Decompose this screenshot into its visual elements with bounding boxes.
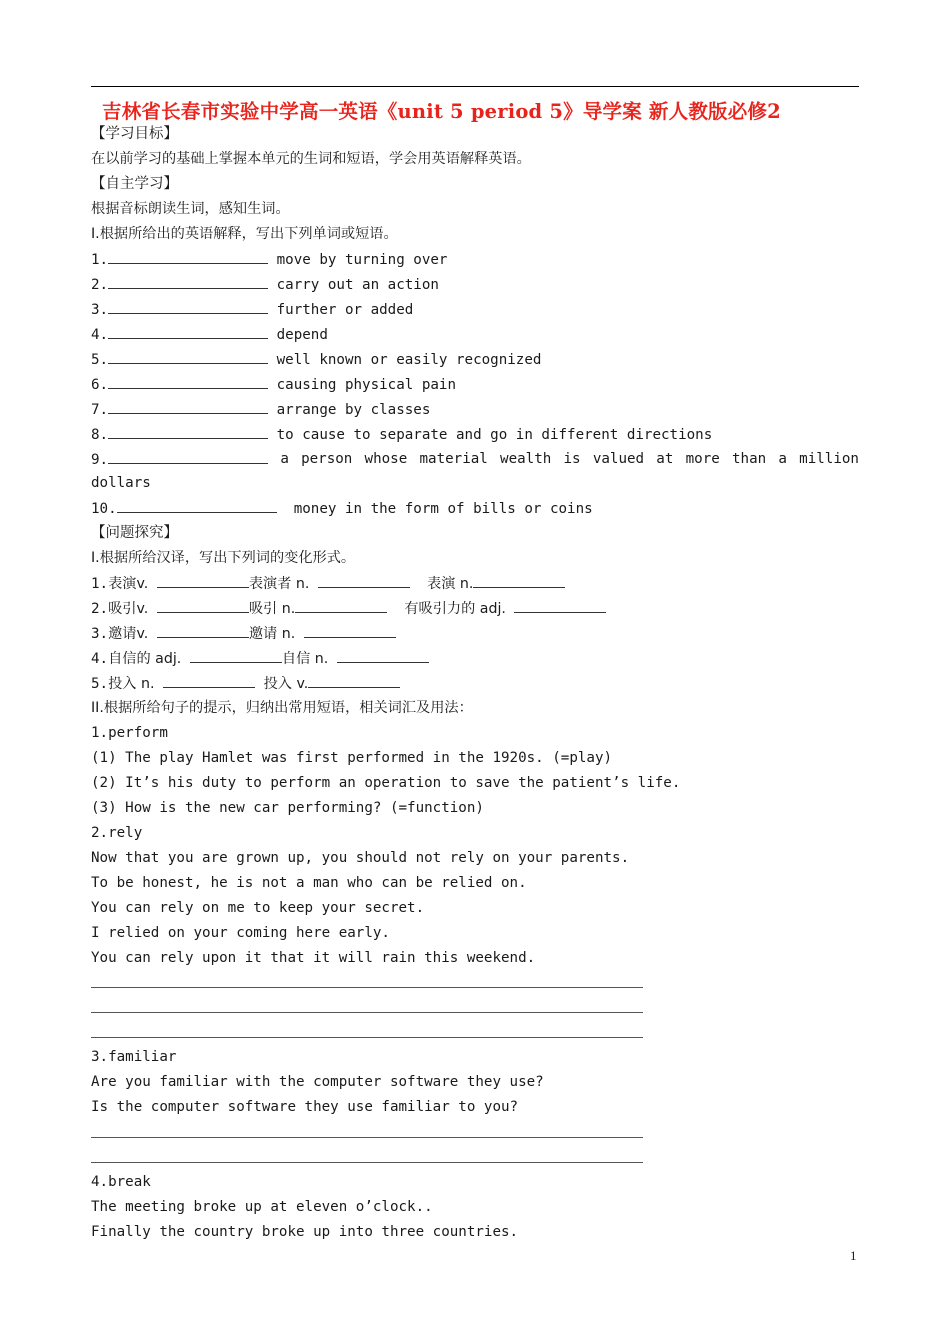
answer-blank[interactable] (108, 324, 268, 339)
example-sentence: The meeting broke up at eleven o’clock.. (91, 1199, 433, 1215)
top-rule (91, 86, 859, 87)
answer-blank[interactable] (514, 598, 606, 613)
answer-blank[interactable] (304, 623, 396, 638)
answer-blank[interactable] (108, 249, 268, 264)
item-9-word: a (280, 451, 289, 467)
form-row: 3.邀请v. 邀请 n. (91, 623, 396, 644)
list-item: 8. to cause to separate and go in different directions (91, 424, 712, 445)
list-item: 1. move by turning over (91, 249, 447, 270)
answer-blank[interactable] (308, 673, 400, 688)
example-sentence: You can rely on me to keep your secret. (91, 900, 425, 916)
writing-line[interactable] (91, 1012, 643, 1013)
answer-blank[interactable] (108, 399, 268, 414)
item-9-word: a (778, 451, 787, 467)
item-9-word: material (419, 451, 488, 467)
goal-text: 在以前学习的基础上掌握本单元的生词和短语，学会用英语解释英语。 (91, 151, 531, 167)
writing-line[interactable] (91, 1162, 643, 1163)
answer-blank[interactable] (473, 573, 565, 588)
answer-blank[interactable] (163, 673, 255, 688)
answer-blank[interactable] (108, 274, 268, 289)
item-9-continuation: dollars (91, 475, 151, 491)
page-title: 吉林省长春市实验中学高一英语《unit 5 period 5》导学案 新人教版必修2 (102, 100, 781, 123)
list-item: 6. causing physical pain (91, 374, 456, 395)
item-9-word: valued (592, 451, 645, 467)
goal-heading: 【学习目标】 (91, 126, 178, 142)
item-9-word: than (732, 451, 767, 467)
answer-blank[interactable] (157, 598, 249, 613)
self-study-heading: 【自主学习】 (91, 176, 178, 192)
answer-blank[interactable] (108, 374, 268, 389)
example-sentence: Now that you are grown up, you should not rely on your parents. (91, 850, 630, 866)
self-study-text: 根据音标朗读生词，感知生词。 (91, 201, 290, 217)
answer-blank[interactable] (117, 498, 277, 513)
answer-blank[interactable] (295, 598, 387, 613)
writing-line[interactable] (91, 1037, 643, 1038)
writing-line[interactable] (91, 987, 643, 988)
answer-blank[interactable] (337, 648, 429, 663)
item-9-word: whose (364, 451, 408, 467)
form-row: 4.自信的 adj. 自信 n. (91, 648, 429, 669)
form-row: 1.表演v. 表演者 n. 表演 n. (91, 573, 565, 594)
example-sentence: Is the computer software they use familiar to you? (91, 1099, 519, 1115)
list-item: 5. well known or easily recognized (91, 349, 541, 370)
word-heading-familiar: 3.familiar (91, 1049, 177, 1065)
word-heading-rely: 2.rely (91, 825, 143, 841)
item-9-lead: 9. (91, 449, 268, 470)
answer-blank[interactable] (108, 349, 268, 364)
answer-blank[interactable] (108, 449, 268, 464)
explore-part2-instruction: II.根据所给句子的提示，归纳出常用短语，相关词汇及用法： (91, 700, 473, 716)
example-sentence: (2) It’s his duty to perform an operation to save the patient’s life. (91, 775, 681, 791)
explore-part1-instruction: I.根据所给汉译，写出下列词的变化形式。 (91, 550, 356, 566)
example-sentence: (1) The play Hamlet was first performed in the 1920s. (=play) (91, 750, 613, 766)
answer-blank[interactable] (157, 573, 249, 588)
writing-line[interactable] (91, 1137, 643, 1138)
item-9-word: is (563, 451, 581, 467)
item-9-word: person (301, 451, 353, 467)
list-item: 10. money in the form of bills or coins (91, 498, 593, 519)
answer-blank[interactable] (108, 299, 268, 314)
answer-blank[interactable] (157, 623, 249, 638)
example-sentence: To be honest, he is not a man who can be relied on. (91, 875, 527, 891)
example-sentence: Are you familiar with the computer software they use? (91, 1074, 544, 1090)
answer-blank[interactable] (190, 648, 282, 663)
item-9-word: million (799, 451, 859, 467)
list-item: 3. further or added (91, 299, 413, 320)
item-9-word: more (685, 451, 720, 467)
example-sentence: Finally the country broke up into three countries. (91, 1224, 519, 1240)
item-9-word: at (656, 451, 674, 467)
example-sentence: You can rely upon it that it will rain this weekend. (91, 950, 536, 966)
example-sentence: I relied on your coming here early. (91, 925, 390, 941)
list-item: 7. arrange by classes (91, 399, 430, 420)
word-heading-perform: 1.perform (91, 725, 168, 741)
explore-heading: 【问题探究】 (91, 525, 178, 541)
word-heading-break: 4.break (91, 1174, 151, 1190)
part1-instruction: I.根据所给出的英语解释，写出下列单词或短语。 (91, 226, 398, 242)
form-row: 2.吸引v. 吸引 n. 有吸引力的 adj. (91, 598, 606, 619)
answer-blank[interactable] (108, 424, 268, 439)
item-9-word: wealth (500, 451, 552, 467)
list-item: 2. carry out an action (91, 274, 439, 295)
form-row: 5.投入 n. 投入 v. (91, 673, 400, 694)
page-number: 1 (850, 1248, 857, 1263)
list-item-9 (91, 449, 859, 470)
answer-blank[interactable] (318, 573, 410, 588)
example-sentence: (3) How is the new car performing? (=function) (91, 800, 484, 816)
list-item: 4. depend (91, 324, 328, 345)
